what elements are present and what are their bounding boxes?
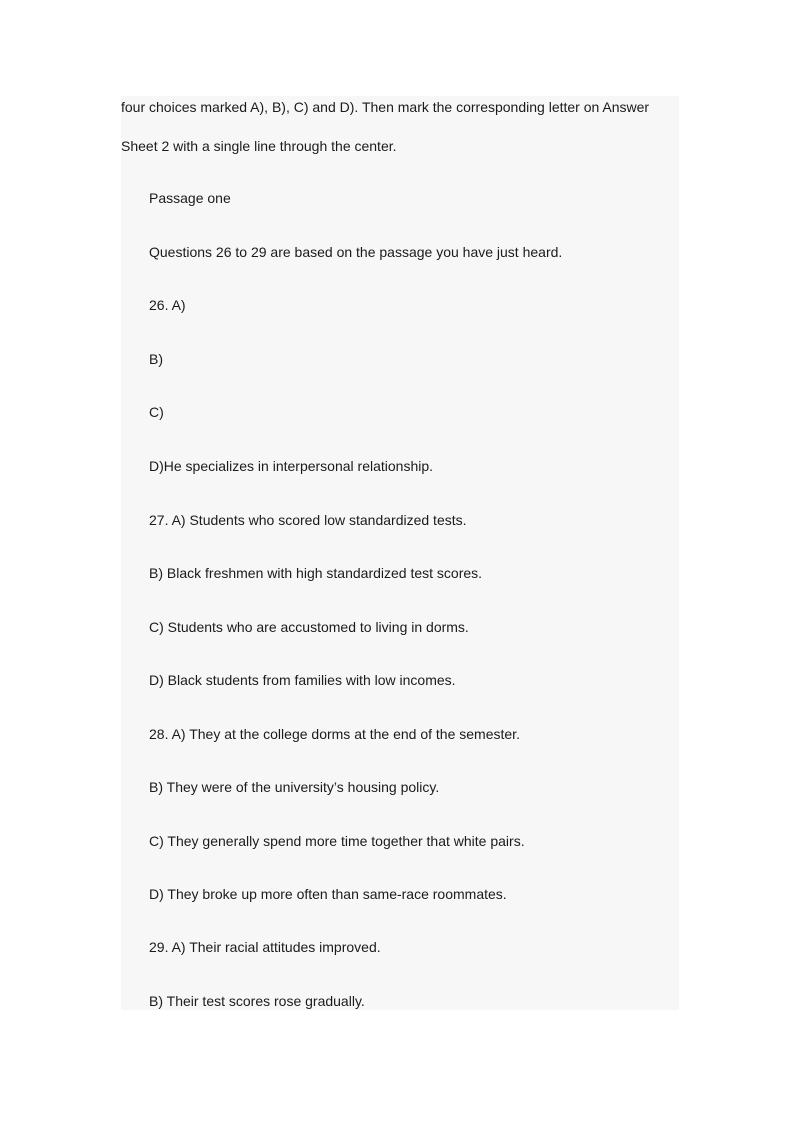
- question-27-option-c: C) Students who are accustomed to living in dorms.: [149, 619, 469, 635]
- question-27-option-b: B) Black freshmen with high standardized test scores.: [149, 565, 483, 581]
- question-29-option-a: 29. A) Their racial attitudes improved.: [149, 939, 381, 955]
- question-28-option-c: C) They generally spend more time together that white pairs.: [149, 833, 525, 849]
- question-29-option-b: B) Their test scores rose gradually.: [149, 993, 365, 1009]
- question-28-option-d: D) They broke up more often than same-race roommates.: [149, 886, 507, 902]
- passage-intro: Questions 26 to 29 are based on the passage you have just heard.: [149, 244, 563, 260]
- passage-title: Passage one: [149, 190, 231, 206]
- question-27-option-a: 27. A) Students who scored low standardized tests.: [149, 512, 467, 528]
- question-26-option-b: B): [149, 351, 163, 367]
- text-block-background: [121, 96, 679, 1010]
- question-26-option-a: 26. A): [149, 297, 186, 313]
- question-27-option-d: D) Black students from families with low incomes.: [149, 672, 456, 688]
- question-26-option-d: D)He specializes in interpersonal relationship.: [149, 458, 434, 474]
- question-28-option-b: B) They were of the university’s housing policy.: [149, 779, 440, 795]
- question-26-option-c: C): [149, 404, 164, 420]
- instructions-line-2: Sheet 2 with a single line through the center.: [121, 138, 397, 154]
- question-28-option-a: 28. A) They at the college dorms at the end of the semester.: [149, 726, 520, 742]
- instructions-line-1: four choices marked A), B), C) and D). Then mark the corresponding letter on Answer: [121, 99, 650, 115]
